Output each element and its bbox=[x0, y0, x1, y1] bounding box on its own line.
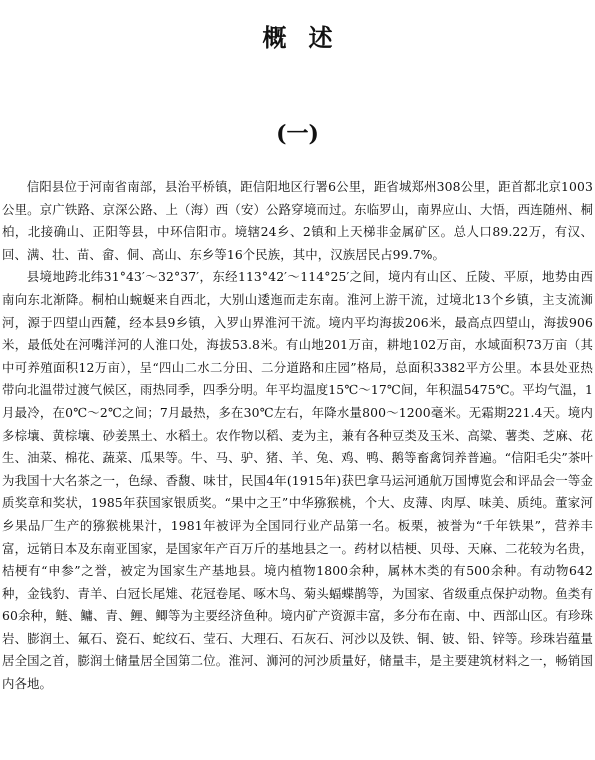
section-heading: (一) bbox=[276, 121, 319, 147]
paragraph-2: 县境地跨北纬31°43′～32°37′，东经113°42′～114°25′之间，境内有山区、丘陵、平原，地势由西南向东北渐降。桐柏山蜿蜒来自西北，大别山逶迤而走东南。淮河上游干流，过境北13个乡镇，主支流浉河，源于四望山西麓，经本县9乡镇，入罗山界淮河干流。境内平均海拔206米，最高点四望山，海拔906米，最低处在河嘴洋河的人淮口处，海拔53.8米。有山地201万亩，耕地102万亩，水域面积73万亩（其中可养殖面积12万亩），呈“四山二水二分田、二分道路和庄园”格局，总面积3382平方公里。本县处亚热带向北温带过渡气候区，雨热同季，四季分明。年平均温度15℃～17℃间，年积温5475℃。平均气温，1月最冷，在0℃～2℃之间；7月最热，多在30℃左右，年降水量800～1200毫米。无霜期221.4天。境内多棕壤、黄棕壤、砂姜黑土、水稻土。农作物以稻、麦为主，兼有各种豆类及玉米、高粱、薯类、芝麻、花生、油菜、棉花、蔬菜、瓜果等。牛、马、驴、猪、羊、兔、鸡、鸭、鹅等畜禽饲养普遍。“信阳毛尖”茶叶为我国十大名茶之一，色绿、香馥、味甘，民国4年(1915年)获巴拿马运河通航万国博览会和评品会一等金质奖章和奖状，1985年获国家银质奖。“果中之王”中华猕猴桃，个大、皮薄、肉厚、味美、质纯。董家河乡果品厂生产的猕猴桃果汁，1981年被评为全国同行业产品第一名。板栗，被誉为“千年铁果”，营养丰富，远销日本及东南亚国家，是国家年产百万斤的基地县之一。药材以桔梗、贝母、天麻、二花较为名贵，桔梗有“申参”之誉，被定为国家生产基地县。境内植物1800余种，属林木类的有500余种。有动物642种，金钱豹、青羊、白冠长尾雉、花冠卷尾、啄木鸟、菊头蝠蝶鹊等，为国家、省级重点保护动物。鱼类有60余种，鲢、鳙、青、鲤、鲫等为主要经济鱼种。境内矿产资源丰富，多分布在南、中、西部山区。有珍珠岩、膨润土、氟石、瓷石、蛇纹石、莹石、大理石、石灰石、河沙以及铁、铜、铍、铅、锌等。珍珠岩蕴量居全国之首，膨润土储量居全国第二位。淮河、浉河的河沙质量好，储量丰，是主要建筑材料之一，畅销国内各地。 bbox=[2, 269, 593, 692]
page-title: 概述 bbox=[262, 23, 355, 52]
body-text bbox=[2, 176, 593, 696]
paragraph-1: 信阳县位于河南省南部，县治平桥镇，距信阳地区行署6公里，距省城郑州308公里，距首都北京1003公里。京广铁路、京深公路、上（海）西（安）公路穿境而过。东临罗山，南界应山、大悟，西连随州、桐柏，北接确山、正阳等县，中环信阳市。境辖24乡、2镇和上天梯非金属矿区。总人口89.22万，有汉、回、满、壮、苗、畲、侗、高山、东乡等16个民族，其中，汉族居民占99.7%。 bbox=[2, 179, 593, 262]
